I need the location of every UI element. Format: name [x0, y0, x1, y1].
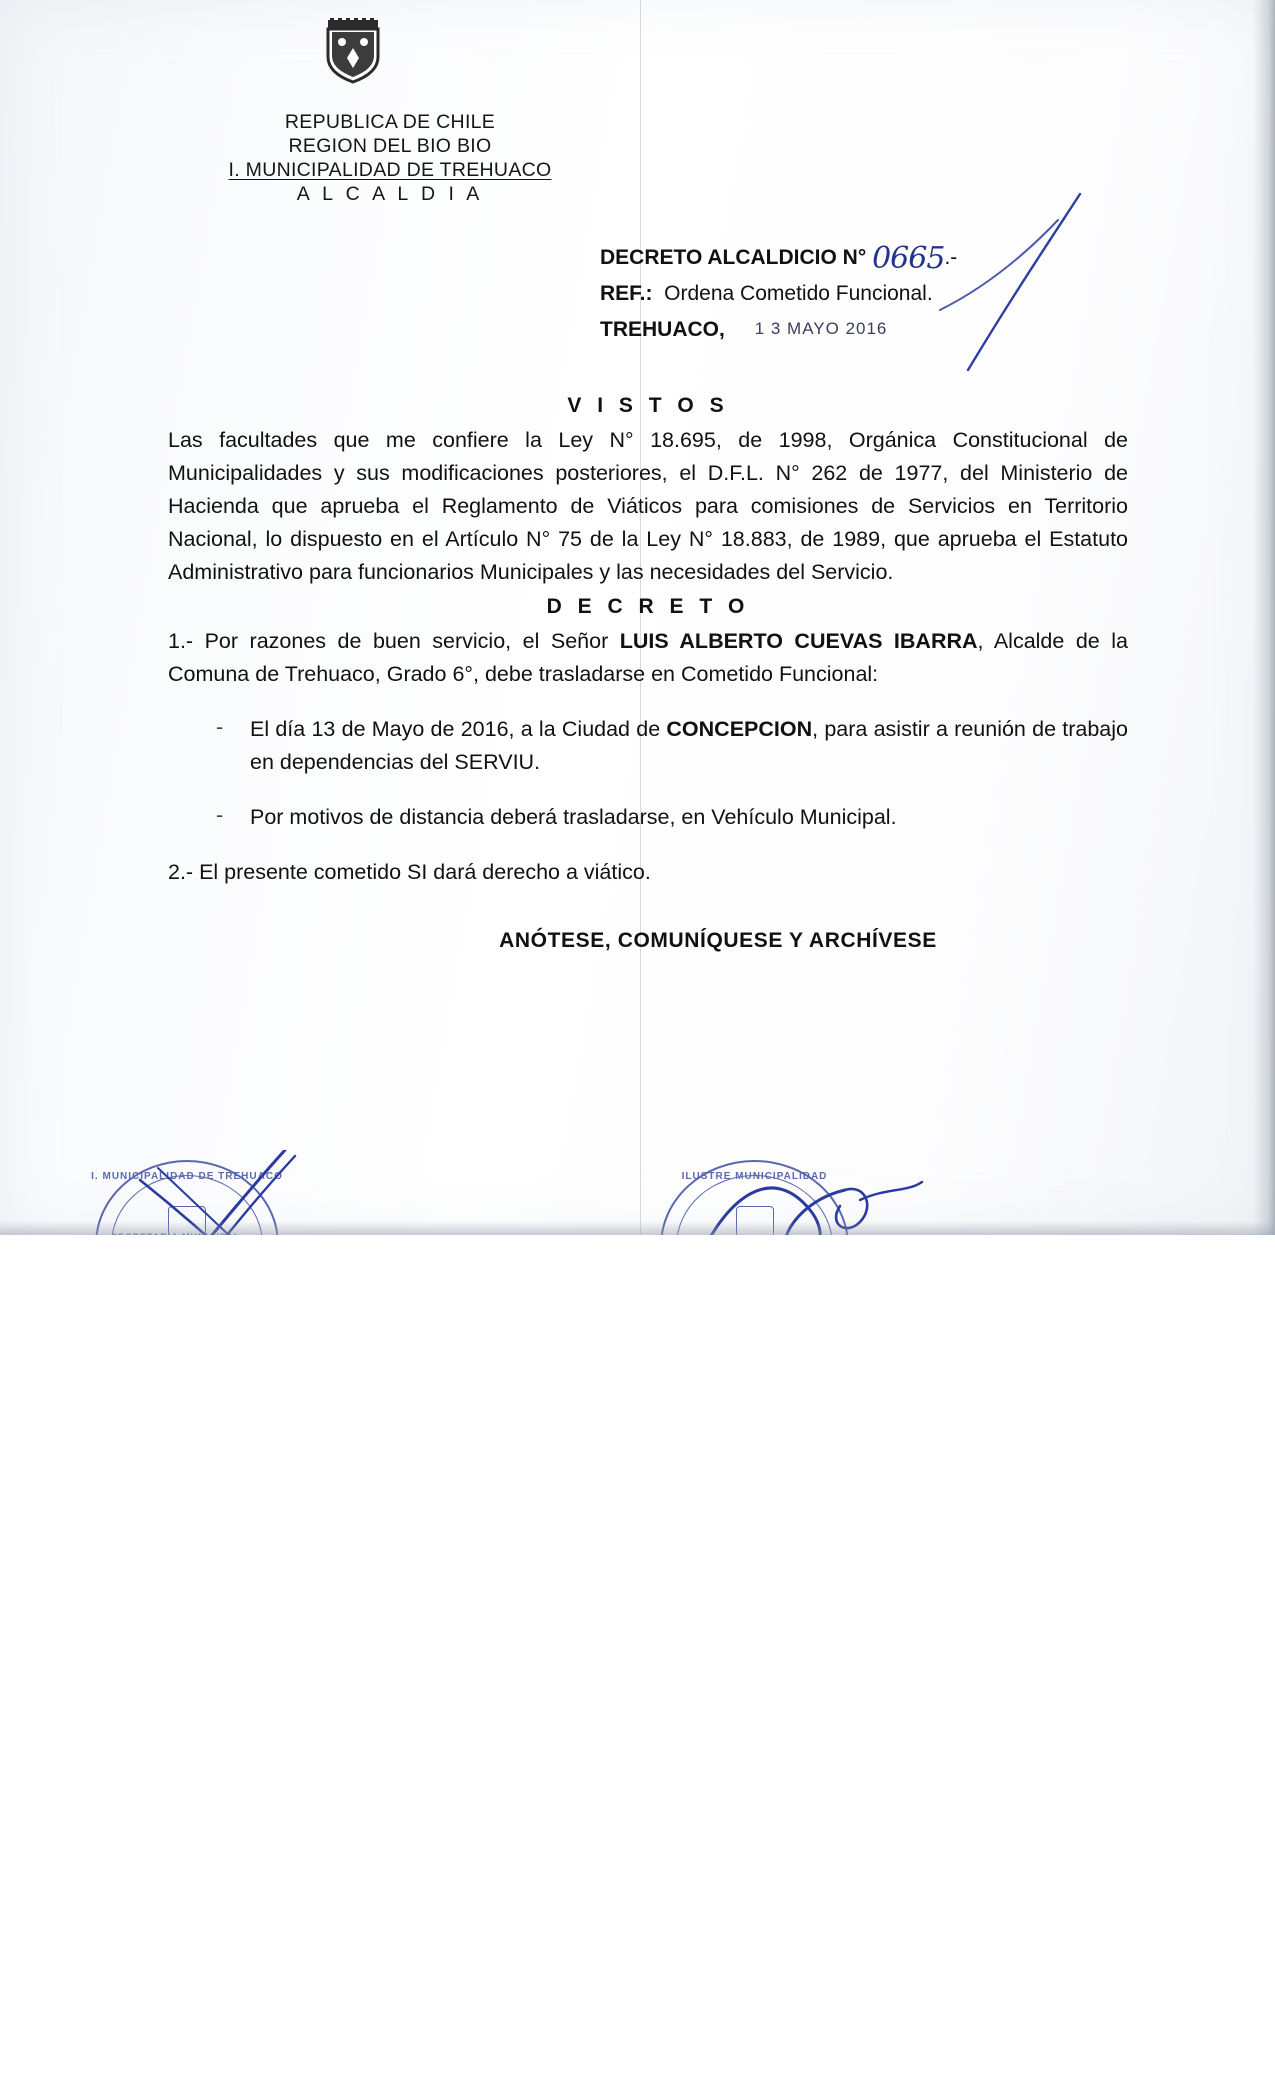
stamp-left-top-text: I. MUNICIPALIDAD DE TREHUACO — [91, 1171, 283, 1182]
decree-number-suffix: .- — [944, 246, 958, 269]
decree-ref-label: REF.: — [600, 282, 653, 305]
scan-edge-shadow-right — [1253, 0, 1275, 1235]
decree-bullet-2: - Por motivos de distancia deberá trasladarse, en Vehículo Municipal. — [208, 801, 1128, 834]
letterhead-office: A L C A L D I A — [296, 183, 484, 205]
decree-number-line — [600, 237, 1160, 276]
decree-item-1 — [168, 625, 1128, 691]
decree-number-label: DECRETO ALCALDICIO N° — [600, 246, 867, 269]
decree-officer-name: LUIS ALBERTO CUEVAS IBARRA — [619, 629, 978, 653]
stamp-right-top-text: ILUSTRE MUNICIPALIDAD — [681, 1171, 828, 1182]
letterhead-municipality: I. MUNICIPALIDAD DE TREHUACO — [228, 159, 552, 181]
decree-body — [168, 388, 1128, 953]
decree-item-1-prefix: 1.- Por razones de buen servicio, el Señor — [168, 629, 620, 653]
bullet-1-suffix: , para asistir a reunión de trabajo en dependencias del SERVIU. — [250, 717, 1129, 774]
decree-item-1-suffix: , Alcalde de la Comuna de Trehuaco, Grado 6°, debe trasladarse en Cometido Funcional: — [168, 629, 1128, 686]
scan-edge-shadow-bottom — [0, 1221, 1275, 1235]
blank-area — [0, 1235, 1275, 2100]
decree-bullet-list — [168, 713, 1128, 834]
letterhead-country: REPUBLICA DE CHILE — [284, 111, 496, 133]
decree-heading-block — [600, 237, 1160, 349]
decree-ref-value: Ordena Cometido Funcional. — [664, 282, 933, 305]
vistos-paragraph: Las facultades que me confiere la Ley N° 18.695, de 1998, Orgánica Constitucional de Municipalidades y sus modificaciones posteriores, el D.F.L. N° 262 de 1977, del Ministerio de Hacienda que aprueba el Reglamento de Viáticos para comisiones de Servicios en Territorio Nacional, lo dispuesto en el Artículo N° 75 de la Ley N° 18.883, de 1989, que aprueba el Estatuto Administrativo para funcionarios Municipales y las necesidades del Servicio. — [168, 428, 1128, 584]
letterhead — [120, 110, 660, 206]
decree-closing-formula: ANÓTESE, COMUNÍQUESE Y ARCHÍVESE — [499, 929, 937, 952]
bullet-1-city: CONCEPCION — [666, 717, 813, 741]
coat-of-arms-icon — [318, 18, 388, 84]
decree-date-stamp: 1 3 MAYO 2016 — [754, 319, 888, 338]
decree-city: TREHUACO, — [600, 318, 725, 341]
vistos-title: V I S T O S — [567, 394, 729, 417]
bullet-1-prefix: El día 13 de Mayo de 2016, a la Ciudad de — [250, 717, 667, 741]
decree-number-value: 0665 — [872, 241, 945, 276]
letterhead-region: REGION DEL BIO BIO — [288, 135, 492, 157]
decree-bullet-1 — [208, 713, 1128, 779]
decree-item-2: 2.- El presente cometido SI dará derecho a viático. — [168, 860, 651, 884]
decree-place-date-line — [600, 312, 1160, 349]
decreto-title: D E C R E T O — [546, 595, 750, 618]
decree-ref-line — [600, 276, 1160, 312]
